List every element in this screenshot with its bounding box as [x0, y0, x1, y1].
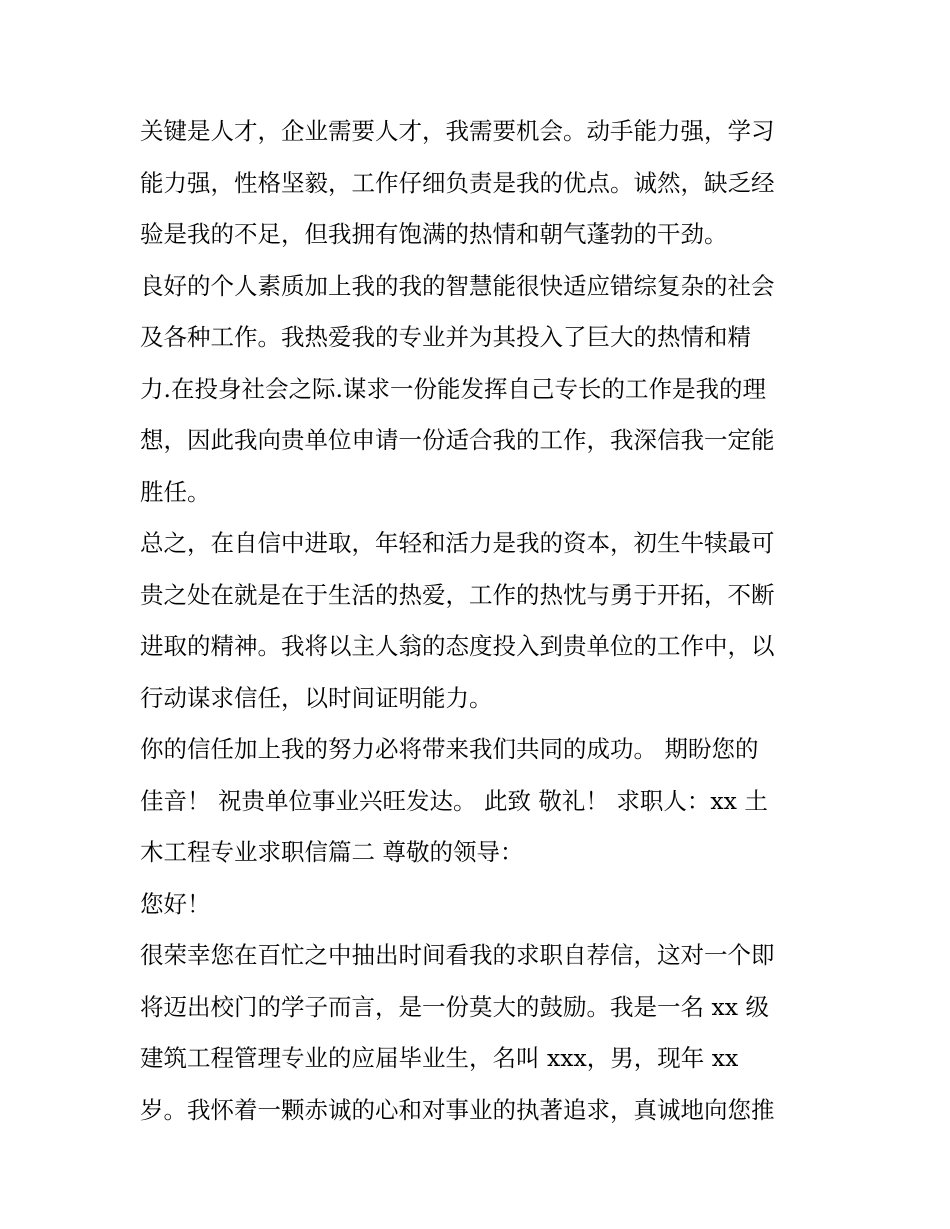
text-line: 将迈出校门的学子而言，是一份莫大的鼓励。我是一名 xx 级 — [140, 992, 769, 1021]
text-line: 验是我的不足，但我拥有饱满的热情和朝气蓬勃的干劲。 — [140, 220, 728, 248]
text-line: 进取的精神。我将以主人翁的态度投入到贵单位的工作中，以 — [140, 632, 775, 660]
text-line: 力.在投身社会之际.谋求一份能发挥自己专长的工作是我的理 — [140, 374, 766, 403]
text-line: 胜任。 — [140, 477, 211, 506]
text-line: 良好的个人素质加上我的我的智慧能很快适应错综复杂的社会 — [140, 271, 775, 300]
text-line: 木工程专业求职信篇二 尊敬的领导： — [140, 838, 524, 866]
text-line: 行动谋求信任，以时间证明能力。 — [140, 683, 493, 712]
text-line: 岁。我怀着一颗赤诚的心和对事业的执著追求，真诚地向您推 — [140, 1095, 775, 1124]
document-body — [140, 106, 820, 1136]
text-line: 你的信任加上我的努力必将带来我们共同的成功。 期盼您的 — [140, 735, 759, 763]
text-line: 想，因此我向贵单位申请一份适合我的工作，我深信我一定能 — [140, 426, 775, 454]
text-line: 贵之处在就是在于生活的热爱，工作的热忱与勇于开拓，不断 — [140, 580, 775, 609]
text-line: 及各种工作。我热爱我的专业并为其投入了巨大的热情和精 — [140, 323, 751, 351]
text-line: 佳音！ 祝贵单位事业兴旺发达。 此致 敬礼！ 求职人：xx 土 — [140, 786, 768, 815]
text-line: 建筑工程管理专业的应届毕业生，名叫 xxx，男，现年 xx — [140, 1044, 739, 1072]
text-line: 总之，在自信中进取，年轻和活力是我的资本，初生牛犊最可 — [140, 529, 775, 557]
text-line: 关键是人才，企业需要人才，我需要机会。动手能力强，学习 — [140, 117, 775, 145]
text-line: 您好！ — [140, 889, 211, 918]
text-line: 能力强，性格坚毅，工作仔细负责是我的优点。诚然，缺乏经 — [140, 168, 775, 197]
text-line: 很荣幸您在百忙之中抽出时间看我的求职自荐信，这对一个即 — [140, 941, 775, 969]
